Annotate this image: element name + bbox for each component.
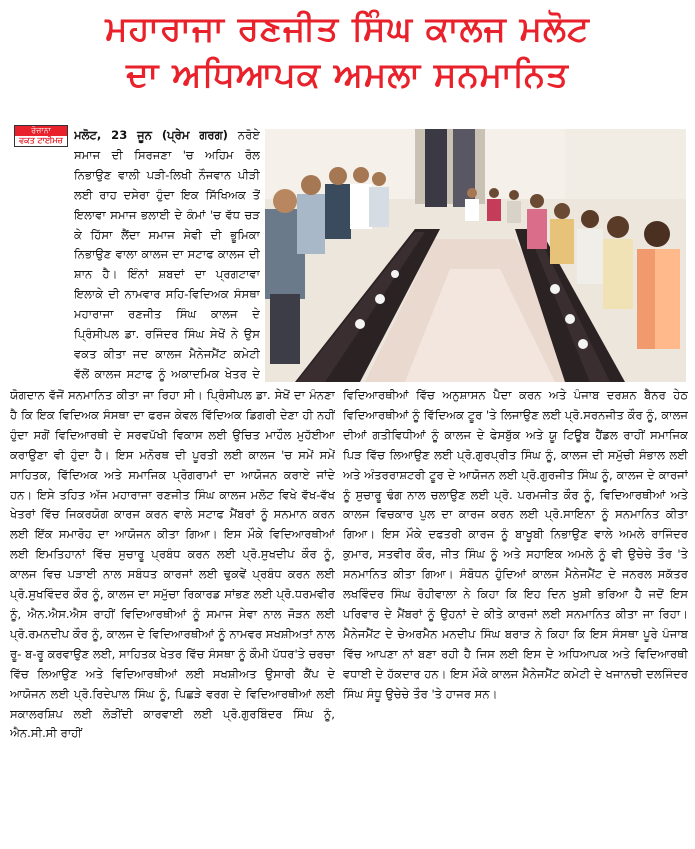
event-photo	[265, 129, 686, 382]
article-column-1-bottom	[10, 386, 335, 846]
article-column-1-top	[74, 126, 260, 386]
article-text-col1-bottom: ਯੋਗਦਾਨ ਵੱਜੋਂ ਸਨਮਾਨਿਤ ਕੀਤਾ ਜਾ ਰਿਹਾ ਸੀ। ਪ੍ਰਿੰਸੀਪਲ ਡਾ. ਸੇਖੋਂ ਦਾ ਮੰਨਣਾ ਹੈ ਕਿ ਇਕ ਵਿਦਿਅਕ ਸੰਸਥਾ ਦਾ ਫਰਜ ਕੇਵਲ ਵਿੱਦਿਅਕ ਡਿਗਰੀ ਦੇਣਾ ਹੀ ਨਹੀਂ ਹੁੰਦਾ ਸਗੋਂ ਵਿਦਿਆਰਥੀ ਦੇ ਸਰਵਪੱਖੀ ਵਿਕਾਸ ਲਈ ਉਚਿਤ ਮਾਹੌਲ ਮੁਹੱਈਆ ਕਰਾਉਣਾ ਵੀ ਹੁੰਦਾ ਹੈ। ਇਸ ਮਨੋਰਥ ਦੀ ਪੂਰਤੀ ਲਈ ਕਾਲਜ 'ਚ ਸਮੇਂ ਸਮੇਂ ਸਾਹਿਤਕ, ਵਿੱਦਿਅਕ ਅਤੇ ਸਮਾਜਿਕ ਪ੍ਰੋਗਰਾਮਾਂ ਦਾ ਆਯੋਜਨ ਕਰਾਏ ਜਾਂਦੇ ਹਨ। ਇਸੇ ਤਹਿਤ ਅੱਜ ਮਹਾਰਾਜਾ ਰਣਜੀਤ ਸਿੰਘ ਕਾਲਜ ਮਲੋਟ ਵਿਖੇ ਵੱਖ-ਵੱਖ ਖੇਤਰਾਂ ਵਿੱਚ ਜਿਕਰਯੋਗ ਕਾਰਜ ਕਰਨ ਵਾਲੇ ਸਟਾਫ ਮੈਂਬਰਾਂ ਨੂੰ ਸਨਮਾਨ ਕਰਨ ਲਈ ਇੱਕ ਸਮਾਰੋਹ ਦਾ ਆਯੋਜਨ ਕੀਤਾ ਗਿਆ। ਇਸ ਮੌਕੇ ਵਿਦਿਆਰਥੀਆਂ ਲਈ ਇਮਤਿਹਾਨਾਂ ਵਿੱਚ ਸੁਚਾਰੂ ਪ੍ਰਬੰਧ ਕਰਨ ਲਈ ਪ੍ਰੋ.ਸੁਖਦੀਪ ਕੌਰ ਨੂੰ, ਕਾਲਜ ਵਿਚ ਪੜਾਈ ਨਾਲ ਸਬੰਧਤ ਕਾਰਜਾਂ ਲਈ ਢੁਕਵੇਂ ਪ੍ਰਬੰਧ ਕਰਨ ਲਈ ਪ੍ਰੋ.ਸੁਖਵਿੰਦਰ ਕੌਰ ਨੂੰ, ਕਾਲਜ ਦਾ ਸਮੁੱਚਾ ਰਿਕਾਰਡ ਸਾਂਭਣ ਲਈ ਪ੍ਰੋ.ਧਰਮਵੀਰ ਨੂੰ, ਐਨ.ਐਸ.ਐਸ ਰਾਹੀਂ ਵਿਦਿਆਰਥੀਆਂ ਨੂੰ ਸਮਾਜ ਸੇਵਾ ਨਾਲ ਜੋੜਨ ਲਈ ਪ੍ਰੋ.ਰਮਨਦੀਪ ਕੌਰ ਨੂੰ, ਕਾਲਜ ਦੇ ਵਿਦਿਆਰਥੀਆਂ ਨੂੰ ਨਾਮਵਰ ਸਖਸ਼ੀਅਤਾਂ ਨਾਲ ਰੂ- ਬ-ਰੂ ਕਰਵਾਉਣ ਲਈ, ਸਾਹਿਤਕ ਖੇਤਰ ਵਿੱਚ ਸੰਸਥਾ ਨੂੰ ਕੌਮੀ ਪੱਧਰ'ਤੇ ਚਰਚਾ ਵਿੱਚ ਲਿਆਉਣ ਅਤੇ ਵਿਦਿਆਰਥੀਆਂ ਲਈ ਸਖਸ਼ੀਅਤ ਉਸਾਰੀ ਕੈਂਪ ਦੇ ਆਯੋਜਨ ਲਈ ਪ੍ਰੋ.ਰਿਦੇਪਾਲ ਸਿੰਘ ਨੂੰ, ਪਿਛੜੇ ਵਰਗ ਦੇ ਵਿਦਿਆਰਥੀਆਂ ਲਈ ਸਕਾਲਰਸ਼ਿਪ ਲਈ ਲੋੜੀਂਦੀ ਕਾਰਵਾਈ ਲਈ ਪ੍ਰੋ.ਗੁਰਬਿੰਦਰ ਸਿੰਘ ਨੂੰ, ਐਨ.ਸੀ.ਸੀ ਰਾਹੀਂ	[10, 388, 335, 741]
headline-line-2: ਦਾ ਅਧਿਆਪਕ ਅਮਲਾ ਸਨਮਾਨਿਤ	[126, 55, 569, 95]
headline-line-1: ਮਹਾਰਾਜਾ ਰਣਜੀਤ ਸਿੰਘ ਕਾਲਜ ਮਲੋਟ	[105, 9, 590, 49]
headline	[0, 6, 695, 98]
badge-top-text: ਰੋਜ਼ਾਨਾ	[15, 126, 67, 136]
event-photo-illustration	[265, 129, 686, 382]
article-text-col2: ਵਿਦਿਆਰਥੀਆਂ ਵਿੱਚ ਅਨੁਸ਼ਾਸਨ ਪੈਦਾ ਕਰਨ ਅਤੇ ਪੰਜਾਬ ਦਰਸ਼ਨ ਬੈਨਰ ਹੇਠ ਵਿਦਿਆਰਥੀਆਂ ਨੂੰ ਵਿੱਦਿਅਕ ਟੂਰ 'ਤੇ ਲਿਜਾਉਣ ਲਈ ਪ੍ਰੋ.ਸਰਨਜੀਤ ਕੌਰ ਨੂੰ, ਕਾਲਜ ਦੀਆਂ ਗਤੀਵਿਧੀਆਂ ਨੂੰ ਕਾਲਜ ਦੇ ਫੇਸਬੁੱਕ ਅਤੇ ਯੂ ਟਿਊਬ ਹੈਂਡਲ ਰਾਹੀਂ ਸਮਾਜਿਕ ਪਿੜ ਵਿੱਚ ਲਿਆਉਣ ਲਈ ਪ੍ਰੋ.ਗੁਰਪ੍ਰੀਤ ਸਿੰਘ ਨੂੰ, ਕਾਲਜ ਦੀ ਸਮੁੱਚੀ ਸੰਭਾਲ ਲਈ ਅਤੇ ਅੰਤਰਰਾਸ਼ਟਰੀ ਟੂਰ ਦੇ ਆਯੋਜਨ ਲਈ ਪ੍ਰੋ.ਗੁਰਜੀਤ ਸਿੰਘ ਨੂੰ, ਕਾਲਜ ਦੇ ਕਾਰਜਾਂ ਨੂੰ ਸੁਚਾਰੂ ਢੰਗ ਨਾਲ ਚਲਾਉਣ ਲਈ ਪ੍ਰੋ. ਪਰਮਜੀਤ ਕੌਰ ਨੂੰ, ਵਿਦਿਆਰਥੀਆਂ ਅਤੇ ਕਾਲਜ ਵਿਚਕਾਰ ਪੁਲ ਦਾ ਕਾਰਜ ਕਰਨ ਲਈ ਪ੍ਰੋ.ਸਾਇਨਾ ਨੂੰ ਸਨਮਾਨਿਤ ਕੀਤਾ ਗਿਆ। ਇਸ ਮੌਕੇ ਦਫਤਰੀ ਕਾਰਜ ਨੂੰ ਬਾਖੂਬੀ ਨਿਭਾਉਣ ਵਾਲੇ ਅਮਲੇ ਰਾਜਿੰਦਰ ਕੁਮਾਰ, ਸਤਵੀਰ ਕੌਰ, ਜੀਤ ਸਿੰਘ ਨੂੰ ਅਤੇ ਸਹਾਇਕ ਅਮਲੇ ਨੂੰ ਵੀ ਉਚੇਚੇ ਤੌਰ 'ਤੇ ਸਨਮਾਨਿਤ ਕੀਤਾ ਗਿਆ। ਸੰਬੋਧਨ ਹੁੰਦਿਆਂ ਕਾਲਜ ਮੈਨੇਜਮੈਂਟ ਦੇ ਜਨਰਲ ਸਕੱਤਰ ਲਖਵਿੰਦਰ ਸਿੰਘ ਰੋਹੀਵਾਲਾ ਨੇ ਕਿਹਾ ਕਿ ਇਹ ਦਿਨ ਖੁਸ਼ੀ ਭਰਿਆ ਹੈ ਜਦੋਂ ਇਸ ਪਰਿਵਾਰ ਦੇ ਮੈਂਬਰਾਂ ਨੂੰ ਉਹਨਾਂ ਦੇ ਕੀਤੇ ਕਾਰਜਾਂ ਲਈ ਸਨਮਾਨਿਤ ਕੀਤਾ ਜਾ ਰਿਹਾ। ਮੈਨੇਜਮੈਂਟ ਦੇ ਚੇਅਰਮੈਨ ਮਨਦੀਪ ਸਿੰਘ ਬਰਾੜ ਨੇ ਕਿਹਾ ਕਿ ਇਸ ਸੰਸਥਾ ਪੂਰੇ ਪੰਜਾਬ ਵਿੱਚ ਆਪਣਾ ਨਾਂ ਬਣਾ ਰਹੀ ਹੈ ਜਿਸ ਲਈ ਇਸ ਦੇ ਅਧਿਆਪਕ ਅਤੇ ਵਿਦਿਆਰਥੀ ਵਧਾਈ ਦੇ ਹੱਕਦਾਰ ਹਨ। ਇਸ ਮੌਕੇ ਕਾਲਜ ਮੈਨੇਜਮੈਂਟ ਕਮੇਟੀ ਦੇ ਖਜਾਨਚੀ ਦਲਜਿੰਦਰ ਸਿੰਘ ਸੰਧੂ ਉਚੇਚੇ ਤੌਰ 'ਤੇ ਹਾਜਰ ਸਨ।	[343, 388, 688, 701]
article-column-2	[343, 386, 688, 846]
article-text-col1-top: ਨਰੋਏ ਸਮਾਜ ਦੀ ਸਿਰਜਣਾ 'ਚ ਅਹਿਮ ਰੋਲ ਨਿਭਾਉਣ ਵਾਲੀ ਪੜੀ-ਲਿਖੀ ਨੌਜਵਾਨ ਪੀੜੀ ਲਈ ਰਾਹ ਦਸੇਰਾ ਹੁੰਦਾ ਇਕ ਸਿੱਖਿਅਕ ਤੋਂ ਇਲਾਵਾ ਸਮਾਜ ਭਲਾਈ ਦੇ ਕੰਮਾਂ 'ਚ ਵੱਧ ਚੜ ਕੇ ਹਿੱਸਾ ਲੈਂਦਾ ਸਮਾਜ ਸੇਵੀ ਦੀ ਭੂਮਿਕਾ ਨਿਭਾਉਣ ਵਾਲਾ ਕਾਲਜ ਦਾ ਸਟਾਫ ਕਾਲਜ ਦੀ ਸ਼ਾਨ ਹੈ। ਇੰਨਾਂ ਸ਼ਬਦਾਂ ਦਾ ਪ੍ਰਗਟਾਵਾ ਇਲਾਕੇ ਦੀ ਨਾਮਵਾਰ ਸਹਿ-ਵਿਦਿਅਕ ਸੰਸਥਾ ਮਹਾਰਾਜਾ ਰਣਜੀਤ ਸਿੰਘ ਕਾਲਜ ਦੇ ਪ੍ਰਿੰਸੀਪਲ ਡਾ. ਰਜਿੰਦਰ ਸਿੰਘ ਸੇਖੋਂ ਨੇ ਉਸ ਵਕਤ ਕੀਤਾ ਜਦ ਕਾਲਜ ਮੈਨੇਜਮੈਂਟ ਕਮੇਟੀ ਵੱਲੋਂ ਕਾਲਜ ਸਟਾਫ ਨੂੰ ਅਕਾਦਮਿਕ ਖੇਤਰ ਦੇ	[74, 128, 260, 381]
newspaper-badge	[14, 125, 68, 147]
article-dateline: ਮਲੋਟ, 23 ਜੂਨ (ਪ੍ਰੇਮ ਗਰਗ)	[74, 128, 238, 142]
badge-bottom-text: ਵਕਤ ਟਾਈਮਜ਼	[19, 136, 63, 145]
